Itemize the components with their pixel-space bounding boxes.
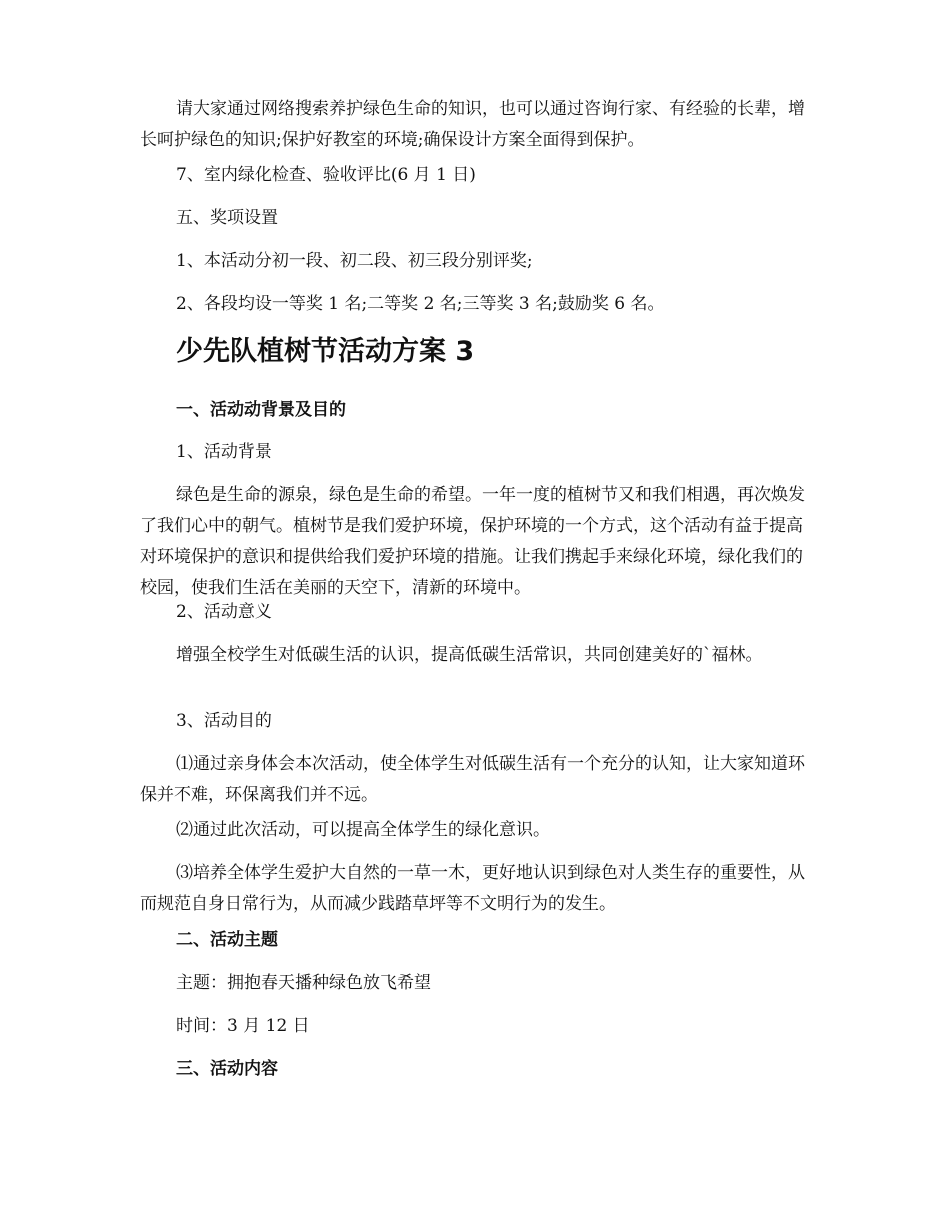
paragraph-theme: 主题：拥抱春天播种绿色放飞希望 <box>176 973 431 993</box>
label-activity-background: 1、活动背景 <box>176 442 272 462</box>
paragraph-tips: 请大家通过网络搜索养护绿色生命的知识，也可以通过咨询行家、有经验的长辈，增长呵护绿色的知识;保护好教室的环境;确保设计方案全面得到保护。 <box>140 99 805 150</box>
paragraph-inspection-item: 7、室内绿化检查、验收评比(6 月 1 日) <box>176 165 476 185</box>
paragraph-activity-background: 绿色是生命的源泉，绿色是生命的希望。一年一度的植树节又和我们相遇，再次焕发了我们心中的朝气。植树节是我们爱护环境，保护环境的一个方式，这个活动有益于提高对环境保护的意识和提供给我们爱护环境的措施。让我们携起手来绿化环境，绿化我们的校园，使我们生活在美丽的天空下，清新的环境中。 <box>140 485 805 598</box>
paragraph-awards-heading: 五、奖项设置 <box>176 208 278 228</box>
paragraph-goal-2: ⑵通过此次活动，可以提高全体学生的绿化意识。 <box>176 820 550 840</box>
paragraph-goal-3: ⑶培养全体学生爱护大自然的一草一木，更好地认识到绿色对人类生存的重要性，从而规范自身日常行为，从而减少践踏草坪等不文明行为的发生。 <box>140 863 805 914</box>
heading-activity-theme: 二、活动主题 <box>176 930 278 950</box>
label-activity-meaning: 2、活动意义 <box>176 602 272 622</box>
paragraph-activity-meaning: 增强全校学生对低碳生活的认识，提高低碳生活常识，共同创建美好的`福林。 <box>176 645 763 665</box>
section-title: 少先队植树节活动方案 3 <box>176 336 475 367</box>
label-activity-goal: 3、活动目的 <box>176 711 272 731</box>
paragraph-awards-rule-2: 2、各段均设一等奖 1 名;二等奖 2 名;三等奖 3 名;鼓励奖 6 名。 <box>176 294 665 314</box>
heading-background-and-purpose: 一、活动动背景及目的 <box>176 400 346 420</box>
paragraph-goal-1: ⑴通过亲身体会本次活动，使全体学生对低碳生活有一个充分的认知，让大家知道环保并不难，环保离我们并不远。 <box>140 754 805 805</box>
paragraph-awards-rule-1: 1、本活动分初一段、初二段、初三段分别评奖; <box>176 251 533 271</box>
paragraph-time: 时间：3 月 12 日 <box>176 1016 310 1036</box>
heading-activity-content: 三、活动内容 <box>176 1059 278 1079</box>
